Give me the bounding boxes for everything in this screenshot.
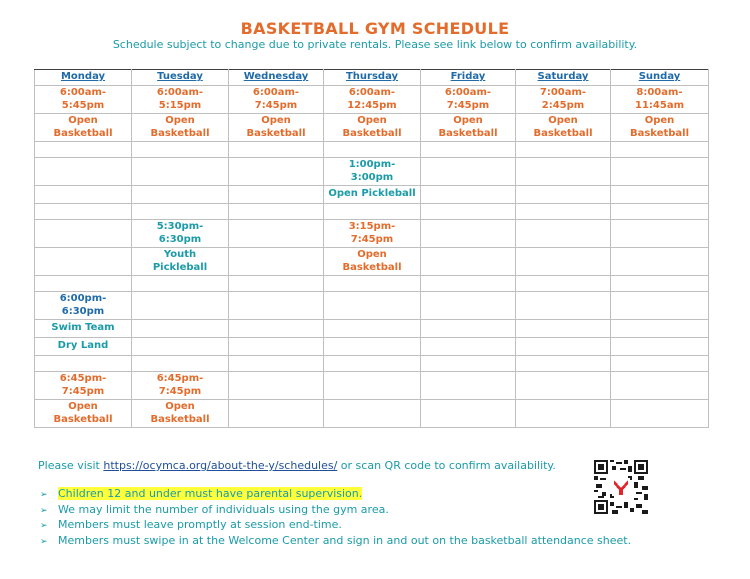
visit-suffix: or scan QR code to confirm availability. [337, 459, 556, 472]
arrow-icon: ➢ [40, 505, 48, 516]
table-row [35, 114, 709, 142]
session-label: Open Basketball [35, 114, 132, 142]
arrow-icon: ➢ [40, 536, 48, 547]
session-label: Open Basketball [324, 248, 421, 276]
note-text: We may limit the number of individuals using the gym area. [58, 502, 389, 516]
session-time: 5:30pm- 6:30pm [132, 220, 229, 248]
session-time: 6:00am- 5:45pm [35, 86, 132, 114]
arrow-icon: ➢ [40, 521, 48, 531]
session-label: Open Basketball [229, 114, 324, 142]
note-text: Members must swipe in at the Welcome Center and sign in and out on the basketball attendance sheet. [58, 533, 632, 547]
session-time: 6:00am- 7:45pm [229, 86, 324, 114]
day-header-wednesday: Wednesday [229, 70, 324, 86]
session-label: Youth Pickleball [132, 248, 229, 276]
day-header-saturday: Saturday [516, 70, 611, 86]
schedule-link[interactable]: https://ocymca.org/about-the-y/schedules/ [103, 459, 338, 472]
table-row [35, 142, 709, 158]
session-time: 3:15pm- 7:45pm [324, 220, 421, 248]
session-time: 6:00am- 5:15pm [132, 86, 229, 114]
session-label: Swim Team [35, 320, 132, 338]
session-time: 6:00am- 7:45pm [421, 86, 516, 114]
list-item [40, 534, 631, 550]
table-row [35, 320, 709, 338]
visit-line [38, 459, 556, 472]
session-label: Open Basketball [611, 114, 709, 142]
table-row [35, 186, 709, 204]
day-header-sunday: Sunday [611, 70, 709, 86]
session-time: 6:00am- 12:45pm [324, 86, 421, 114]
session-label: Open Basketball [324, 114, 421, 142]
session-time: 6:45pm- 7:45pm [132, 372, 229, 400]
table-row [35, 400, 709, 428]
list-item [40, 518, 631, 534]
session-time: 8:00am- 11:45am [611, 86, 709, 114]
table-row [35, 158, 709, 186]
day-header-thursday: Thursday [324, 70, 421, 86]
table-row [35, 338, 709, 356]
page-title: BASKETBALL GYM SCHEDULE [240, 19, 510, 38]
day-header-friday: Friday [421, 70, 516, 86]
session-time: 6:00pm- 6:30pm [35, 292, 132, 320]
session-label: Open Basketball [421, 114, 516, 142]
table-row [35, 220, 709, 248]
arrow-icon: ➢ [40, 490, 48, 500]
list-item [40, 487, 631, 503]
day-header-tuesday: Tuesday [132, 70, 229, 86]
table-row [35, 356, 709, 372]
session-label: Open Pickleball [324, 186, 421, 204]
session-label: Open Basketball [516, 114, 611, 142]
note-text: Members must leave promptly at session end-time. [58, 518, 342, 531]
day-header-monday: Monday [35, 70, 132, 86]
visit-prefix: Please visit [38, 459, 104, 472]
session-time: 6:45pm- 7:45pm [35, 372, 132, 400]
table-row [35, 276, 709, 292]
session-time: 7:00am- 2:45pm [516, 86, 611, 114]
session-label: Dry Land [35, 338, 132, 356]
notes-list [40, 487, 631, 549]
table-row [35, 86, 709, 114]
session-label: Open Basketball [132, 400, 229, 428]
schedule-table [34, 69, 709, 428]
session-label: Open Basketball [35, 400, 132, 428]
day-header-row [35, 70, 709, 86]
table-row [35, 248, 709, 276]
session-label: Open Basketball [132, 114, 229, 142]
list-item [40, 503, 631, 519]
table-row [35, 292, 709, 320]
note-text: Children 12 and under must have parental supervision. [58, 487, 363, 500]
table-row [35, 372, 709, 400]
session-time: 1:00pm- 3:00pm [324, 158, 421, 186]
table-row [35, 204, 709, 220]
page-subtitle: Schedule subject to change due to private rentals. Please see link below to confirm availability. [112, 38, 638, 51]
